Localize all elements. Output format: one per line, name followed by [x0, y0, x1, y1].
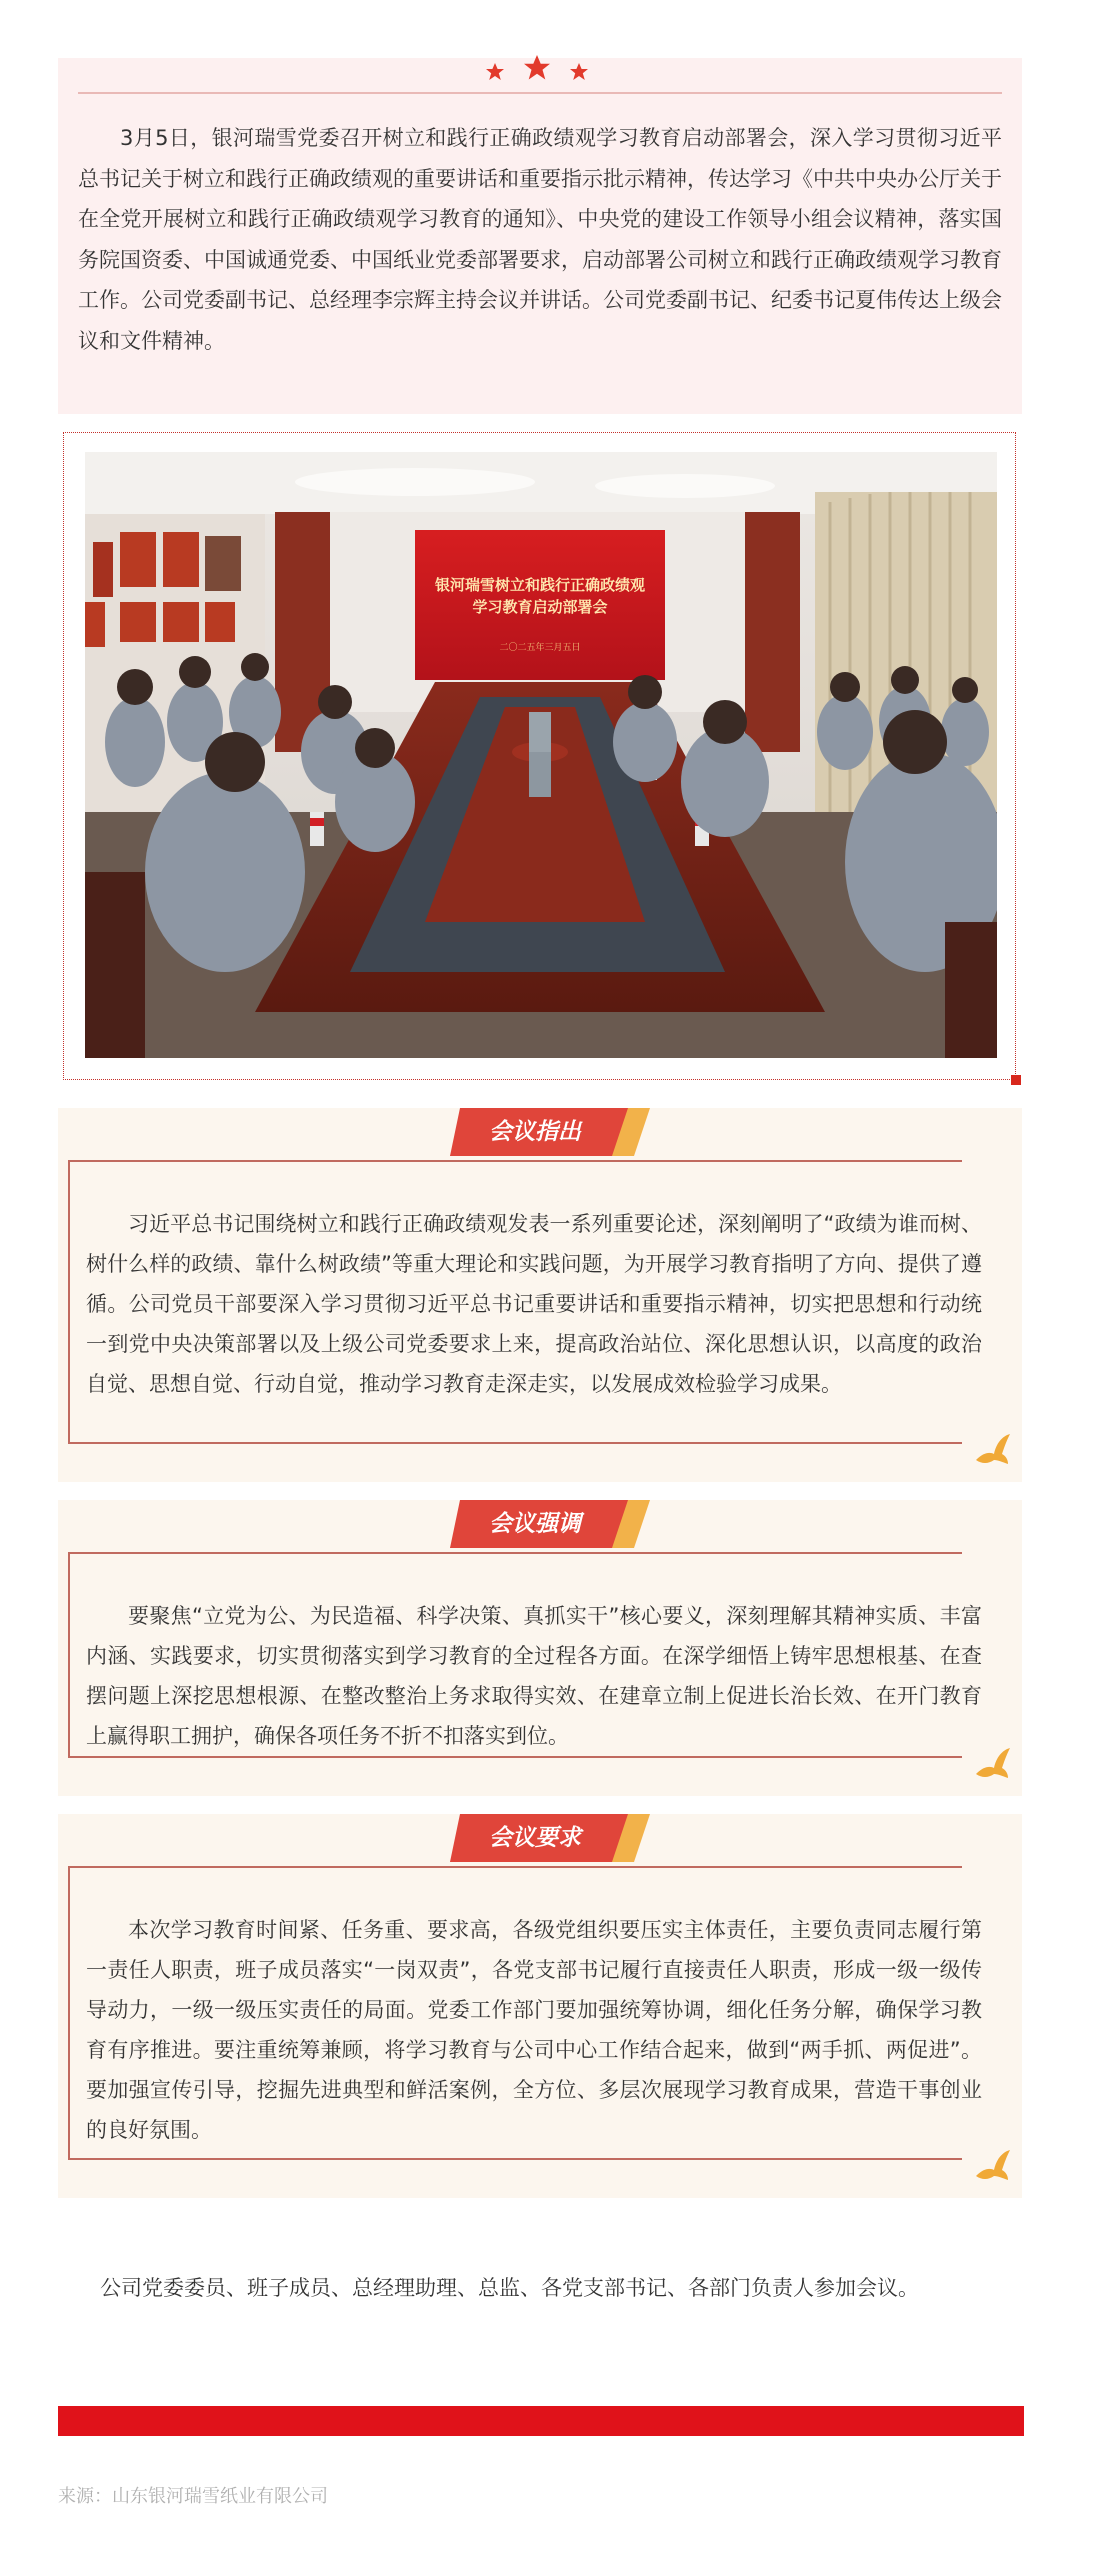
section-title-tag	[450, 1500, 650, 1548]
section-meeting-emphasized	[58, 1500, 1022, 1796]
red-divider-bar	[58, 2406, 1024, 2436]
screen-title-line2: 学习教育启动部署会	[472, 598, 608, 616]
source-text: 来源：山东银河瑞雪纸业有限公司	[58, 2486, 328, 2507]
meeting-photo	[85, 452, 997, 1058]
bird-icon	[972, 1430, 1014, 1472]
section-meeting-pointed-out	[58, 1108, 1022, 1482]
intro-box	[58, 58, 1022, 414]
section-paragraph: 习近平总书记围绕树立和践行正确政绩观发表一系列重要论述，深刻阐明了“政绩为谁而树、树什么样的政绩、靠什么树政绩”等重大理论和实践问题，为开展学习教育指明了方向、提供了遵循。公司党员干部要深入学习贯彻习近平总书记重要讲话和重要指示精神，切实把思想和行动统一到党中央决策部署以及上级公司党委要求上来，提高政治站位、深化思想认识，以高度的政治自觉、思想自觉、行动自觉，推动学习教育走深走实，以发展成效检验学习成果。	[86, 1212, 982, 1396]
section-paragraph: 要聚焦“立党为公、为民造福、科学决策、真抓实干”核心要义，深刻理解其精神实质、丰富内涵、实践要求，切实贯彻落实到学习教育的全过程各方面。在深学细悟上铸牢思想根基、在查摆问题上深挖思想根源、在整改整治上务求取得实效、在建章立制上促进长治长效、在开门教育上赢得职工拥护，确保各项任务不折不扣落实到位。	[86, 1604, 982, 1748]
section-paragraph: 本次学习教育时间紧、任务重、要求高，各级党组织要压实主体责任，主要负责同志履行第一责任人职责，班子成员落实“一岗双责”，各党支部书记履行直接责任人职责，形成一级一级传导动力，一级一级压实责任的局面。党委工作部门要加强统筹协调，细化任务分解，确保学习教育有序推进。要注重统筹兼顾，将学习教育与公司中心工作结合起来，做到“两手抓、两促进”。要加强宣传引导，挖掘先进典型和鲜活案例，全方位、多层次展现学习教育成果，营造干事创业的良好氛围。	[86, 1918, 982, 2142]
closing-paragraph: 公司党委委员、班子成员、总经理助理、总监、各党支部书记、各部门负责人参加会议。	[100, 2276, 919, 2300]
bird-icon	[972, 2146, 1014, 2188]
stars-decoration	[58, 50, 1022, 90]
photo-corner-mark	[1011, 1075, 1021, 1085]
section-title-tag	[450, 1814, 650, 1862]
star-icon	[486, 63, 504, 80]
section-title: 会议强调	[489, 1511, 581, 1537]
section-title-tag	[450, 1108, 650, 1156]
intro-divider	[78, 92, 1002, 94]
section-title: 会议指出	[489, 1119, 581, 1145]
intro-paragraph: 3月5日，银河瑞雪党委召开树立和践行正确政绩观学习教育启动部署会，深入学习贯彻习近平总书记关于树立和践行正确政绩观的重要讲话和重要指示批示精神，传达学习《中共中央办公厅关于在全党开展树立和践行正确政绩观学习教育的通知》、中央党的建设工作领导小组会议精神，落实国务院国资委、中国诚通党委、中国纸业党委部署要求，启动部署公司树立和践行正确政绩观学习教育工作。公司党委副书记、总经理李宗辉主持会议并讲话。公司党委副书记、纪委书记夏伟传达上级会议和文件精神。	[78, 126, 1002, 353]
bird-icon	[972, 1744, 1014, 1786]
star-icon	[570, 63, 588, 80]
screen-title-line1: 银河瑞雪树立和践行正确政绩观	[434, 576, 646, 594]
section-title: 会议要求	[489, 1825, 581, 1851]
screen-date: 二〇二五年三月五日	[499, 643, 581, 653]
section-meeting-required	[58, 1814, 1022, 2198]
star-icon	[524, 55, 550, 80]
